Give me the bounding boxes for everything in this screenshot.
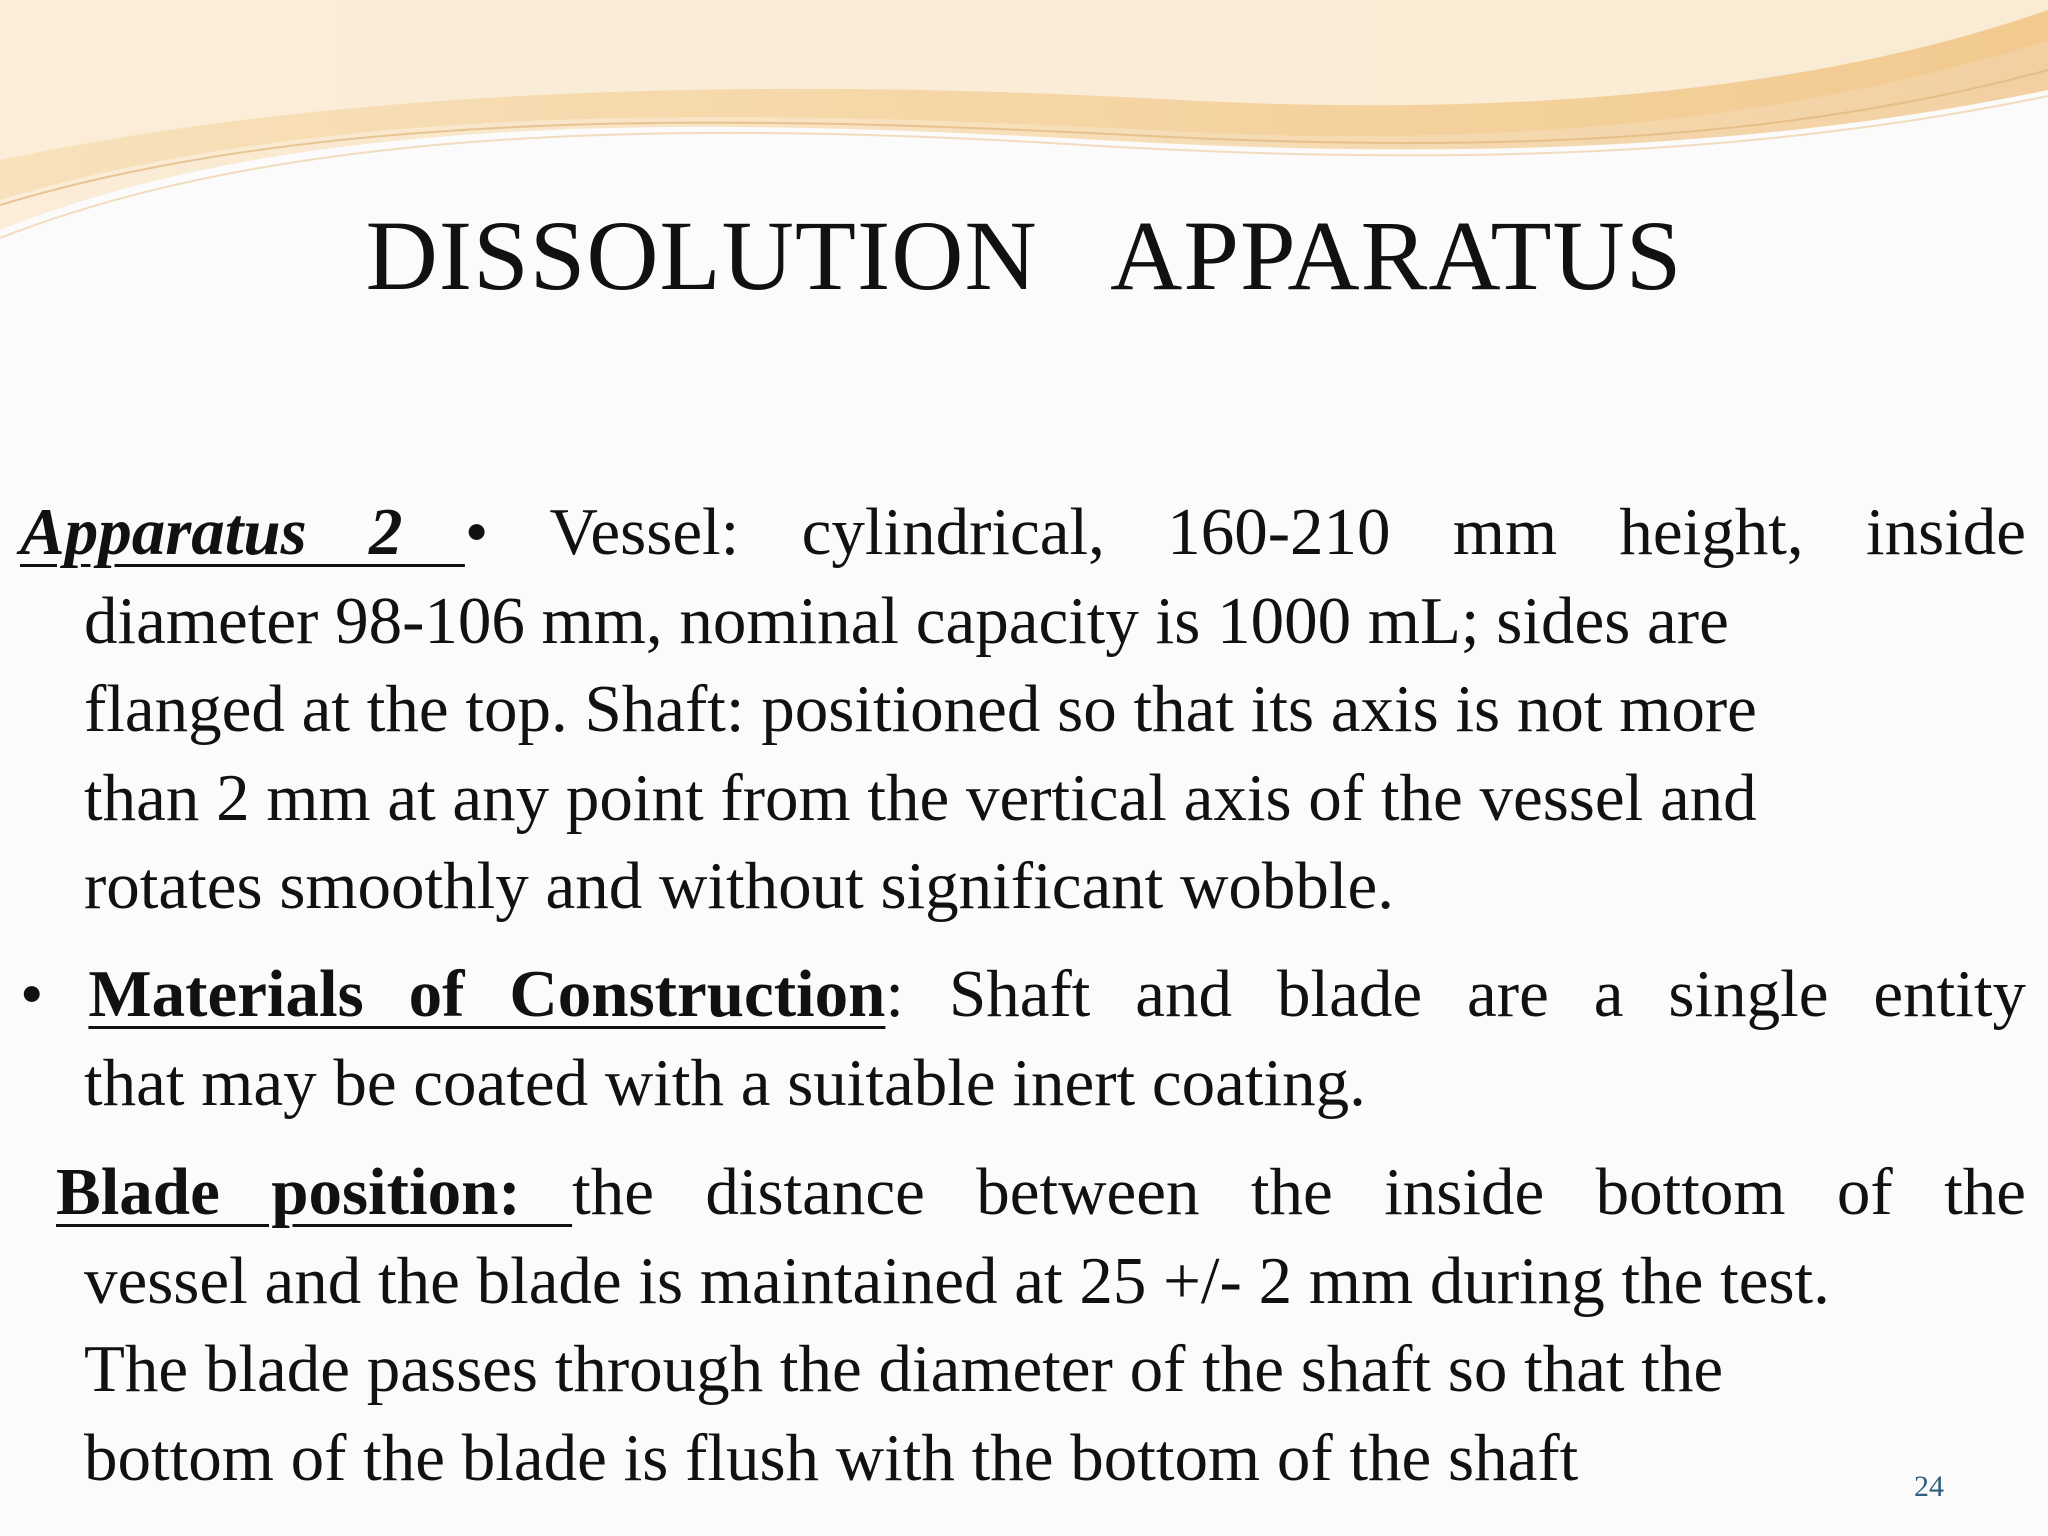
materials-text: : Shaft and blade are a single entity [885, 957, 2026, 1031]
vessel-line-3: flanged at the top. Shaft: positioned so that its axis is not more [84, 672, 1757, 746]
apparatus-2-label: Apparatus 2 [20, 495, 465, 569]
blade-line-4: bottom of the blade is flush with the bottom of the shaft [84, 1420, 1579, 1495]
vessel-line-2: diameter 98-106 mm, nominal capacity is 1000 mL; sides are [84, 583, 1729, 658]
materials-label: Materials of Construction [88, 957, 886, 1031]
materials-first-line [20, 950, 2026, 1039]
blade-position-paragraph [56, 1148, 2026, 1502]
slide-title: DISSOLUTION APPARATUS [365, 200, 1683, 311]
blade-first-line [56, 1148, 2026, 1237]
vessel-text: • Vessel: cylindrical, 160-210 mm height, inside [464, 495, 2026, 569]
blade-text: the distance between the inside bottom of the [572, 1155, 2026, 1229]
materials-paragraph [20, 950, 2026, 1127]
blade-line-2: vessel and the blade is maintained at 25 +/- 2 mm during the test. [84, 1243, 1830, 1318]
vessel-line-5: rotates smoothly and without significant wobble. [84, 849, 1395, 923]
bullet: • [20, 957, 89, 1031]
apparatus-2-paragraph [20, 488, 2026, 931]
page-number: 24 [1914, 1470, 1944, 1503]
materials-line-2: that may be coated with a suitable inert coating. [84, 1045, 1366, 1120]
apparatus-2-first-line [20, 488, 2026, 577]
blade-position-label: Blade position: [56, 1155, 573, 1229]
vessel-line-4: than 2 mm at any point from the vertical axis of the vessel and [84, 760, 1757, 835]
blade-line-3: The blade passes through the diameter of the shaft so that the [84, 1332, 1724, 1406]
